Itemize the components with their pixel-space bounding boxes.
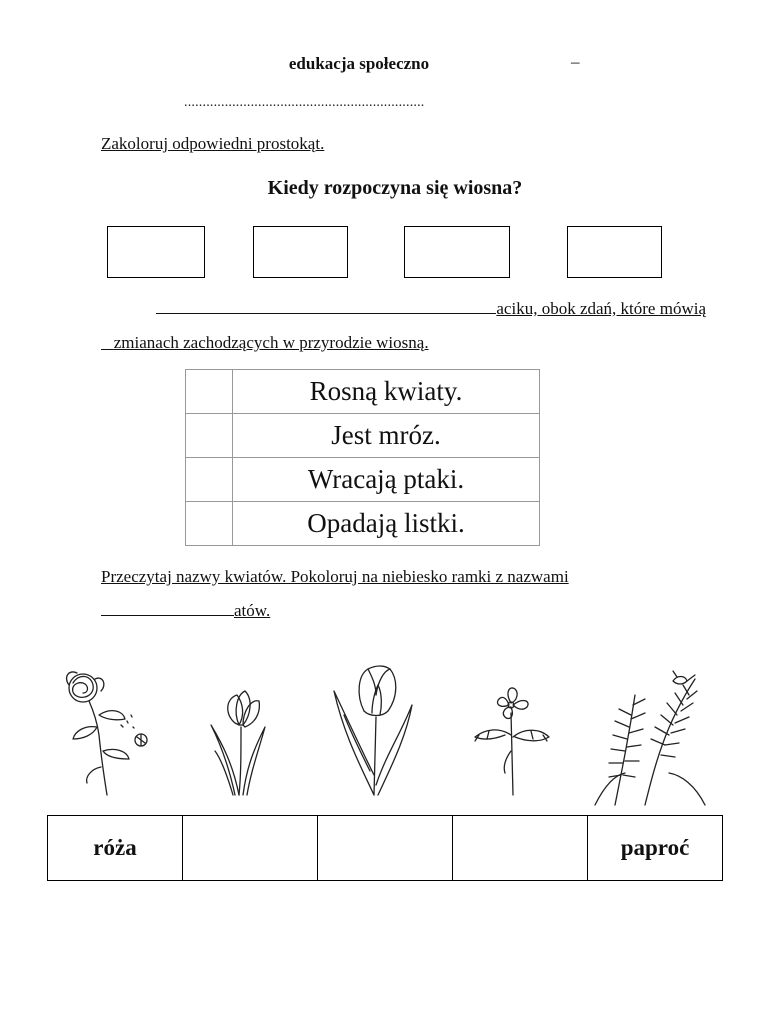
blank-line (156, 313, 496, 314)
flower-name-box-2[interactable] (183, 816, 318, 881)
flower-name-box-3[interactable] (318, 816, 453, 881)
task2-text-2: zmianach zachodzących w przyrodzie wiosną. (113, 333, 429, 352)
answer-box-4[interactable] (567, 226, 662, 278)
rose-drawing (67, 672, 147, 795)
task3-instruction-line2 (101, 601, 270, 621)
statement-text: Opadają listki. (233, 502, 540, 546)
blank-line (101, 615, 234, 616)
task1-question: Kiedy rozpoczyna się wiosna? (267, 177, 523, 199)
task3-text-2: atów. (234, 601, 271, 620)
flower-names-table (47, 815, 723, 881)
flower-name-box-4[interactable] (453, 816, 588, 881)
flower-name-box-1[interactable]: róża (48, 816, 183, 881)
header-dash: – (571, 52, 580, 71)
statements-table (185, 369, 540, 546)
tulip-drawing (334, 666, 412, 795)
task2-text-1: aciku, obok zdań, które mówią (496, 299, 706, 318)
table-row (186, 502, 540, 546)
header-dotted-line: ................................................................. (184, 95, 425, 110)
checkbox-cell-1[interactable] (186, 370, 233, 414)
task2-instruction-line2 (101, 333, 429, 353)
answer-box-1[interactable] (107, 226, 205, 278)
worksheet-subject-title: edukacja społeczno (288, 54, 430, 73)
answer-box-2[interactable] (253, 226, 348, 278)
answer-box-3[interactable] (404, 226, 510, 278)
task1-instruction: Zakoloruj odpowiedni prostokąt. (101, 134, 325, 153)
statement-text: Wracają ptaki. (233, 458, 540, 502)
table-row (186, 370, 540, 414)
anemone-drawing (475, 688, 549, 795)
flower-illustrations (45, 655, 735, 815)
crocus-drawing (211, 691, 265, 795)
task3-instruction-line1: Przeczytaj nazwy kwiatów. Pokoloruj na niebiesko ramki z nazwami (101, 567, 569, 586)
fern-drawing (595, 671, 705, 805)
checkbox-cell-3[interactable] (186, 458, 233, 502)
statement-text: Rosną kwiaty. (233, 370, 540, 414)
task2-instruction-line1 (101, 299, 706, 319)
checkbox-cell-2[interactable] (186, 414, 233, 458)
table-row (186, 458, 540, 502)
table-row (186, 414, 540, 458)
table-row (48, 816, 723, 881)
checkbox-cell-4[interactable] (186, 502, 233, 546)
flower-name-box-5[interactable]: paproć (588, 816, 723, 881)
statement-text: Jest mróz. (233, 414, 540, 458)
